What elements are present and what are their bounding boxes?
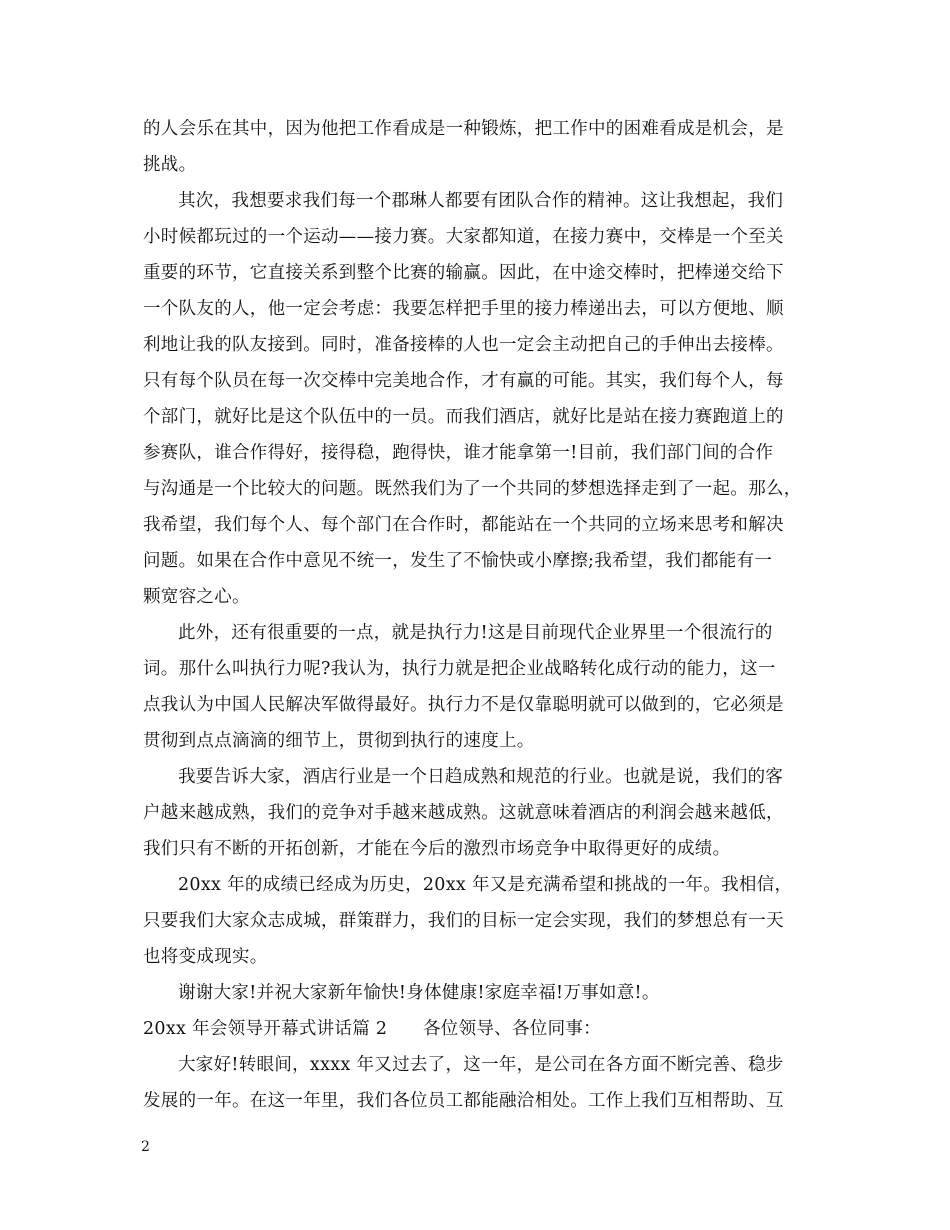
page-number: 2: [141, 1139, 150, 1155]
body-text-line: 参赛队，谁合作得好，接得稳，跑得快，谁才能拿第一!目前，我们部门间的合作: [143, 443, 774, 463]
body-text-line: 只有每个队员在每一次交棒中完美地合作，才有赢的可能。其实，我们每个人，每: [143, 371, 784, 391]
body-text-line: 也将变成现实。: [143, 947, 268, 967]
body-text-line: 点我认为中国人民解决军做得最好。执行力不是仅靠聪明就可以做到的，它必须是: [143, 695, 784, 715]
body-text-line: 重要的环节，它直接关系到整个比赛的输赢。因此，在中途交棒时，把棒递交给下: [143, 263, 784, 283]
paragraph-start-line: 此外，还有很重要的一点，就是执行力!这是目前现代企业界里一个很流行的: [178, 623, 773, 643]
body-text-line: 贯彻到点点滴滴的细节上，贯彻到执行的速度上。: [143, 731, 535, 751]
body-text-line: 挑战。: [143, 155, 197, 175]
body-text-line: 一个队友的人，他一定会考虑：我要怎样把手里的接力棒递出去，可以方便地、顺: [143, 299, 784, 319]
body-text-line: 只要我们大家众志成城，群策群力，我们的目标一定会实现，我们的梦想总有一天: [143, 911, 784, 931]
body-text-line: 发展的一年。在这一年里，我们各位员工都能融洽相处。工作上我们互相帮助、互: [143, 1091, 784, 1111]
section-heading-line: 20xx 年会领导开幕式讲话篇 2 各位领导、各位同事：: [143, 1019, 601, 1039]
paragraph-start-line: 我要告诉大家，酒店行业是一个日趋成熟和规范的行业。也就是说，我们的客: [178, 767, 784, 787]
body-text-line: 户越来越成熟，我们的竞争对手越来越成熟。这就意味着酒店的利润会越来越低，: [143, 803, 784, 823]
body-text-line: 我们只有不断的开拓创新，才能在今后的激烈市场竞争中取得更好的成绩。: [143, 839, 731, 859]
body-text-line: 颗宽容之心。: [143, 587, 250, 607]
body-text-line: 个部门，就好比是这个队伍中的一员。而我们酒店，就好比是站在接力赛跑道上的: [143, 407, 784, 427]
body-text-line: 我希望，我们每个人、每个部门在合作时，都能站在一个共同的立场来思考和解决: [143, 515, 784, 535]
body-text-line: 与沟通是一个比较大的问题。既然我们为了一个共同的梦想选择走到了一起。那么，: [143, 479, 802, 499]
paragraph-start-line: 其次，我想要求我们每一个郡琳人都要有团队合作的精神。这让我想起，我们: [178, 191, 784, 211]
closing-remark-line: 谢谢大家!并祝大家新年愉快!身体健康!家庭幸福!万事如意!。: [178, 983, 660, 1003]
paragraph-start-line: 20xx 年的成绩已经成为历史，20xx 年又是充满希望和挑战的一年。我相信，: [178, 875, 793, 895]
body-text-line: 的人会乐在其中，因为他把工作看成是一种锻炼，把工作中的困难看成是机会，是: [143, 119, 784, 139]
paragraph-start-line: 大家好!转眼间，xxxx 年又过去了，这一年，是公司在各方面不断完善、稳步: [178, 1055, 784, 1075]
body-text-line: 问题。如果在合作中意见不统一，发生了不愉快或小摩擦;我希望，我们都能有一: [143, 551, 773, 571]
body-text-line: 利地让我的队友接到。同时，准备接棒的人也一定会主动把自己的手伸出去接棒。: [143, 335, 784, 355]
body-text-line: 小时候都玩过的一个运动——接力赛。大家都知道，在接力赛中，交棒是一个至关: [143, 227, 784, 247]
body-text-line: 词。那什么叫执行力呢?我认为，执行力就是把企业战略转化成行动的能力，这一: [143, 659, 776, 679]
